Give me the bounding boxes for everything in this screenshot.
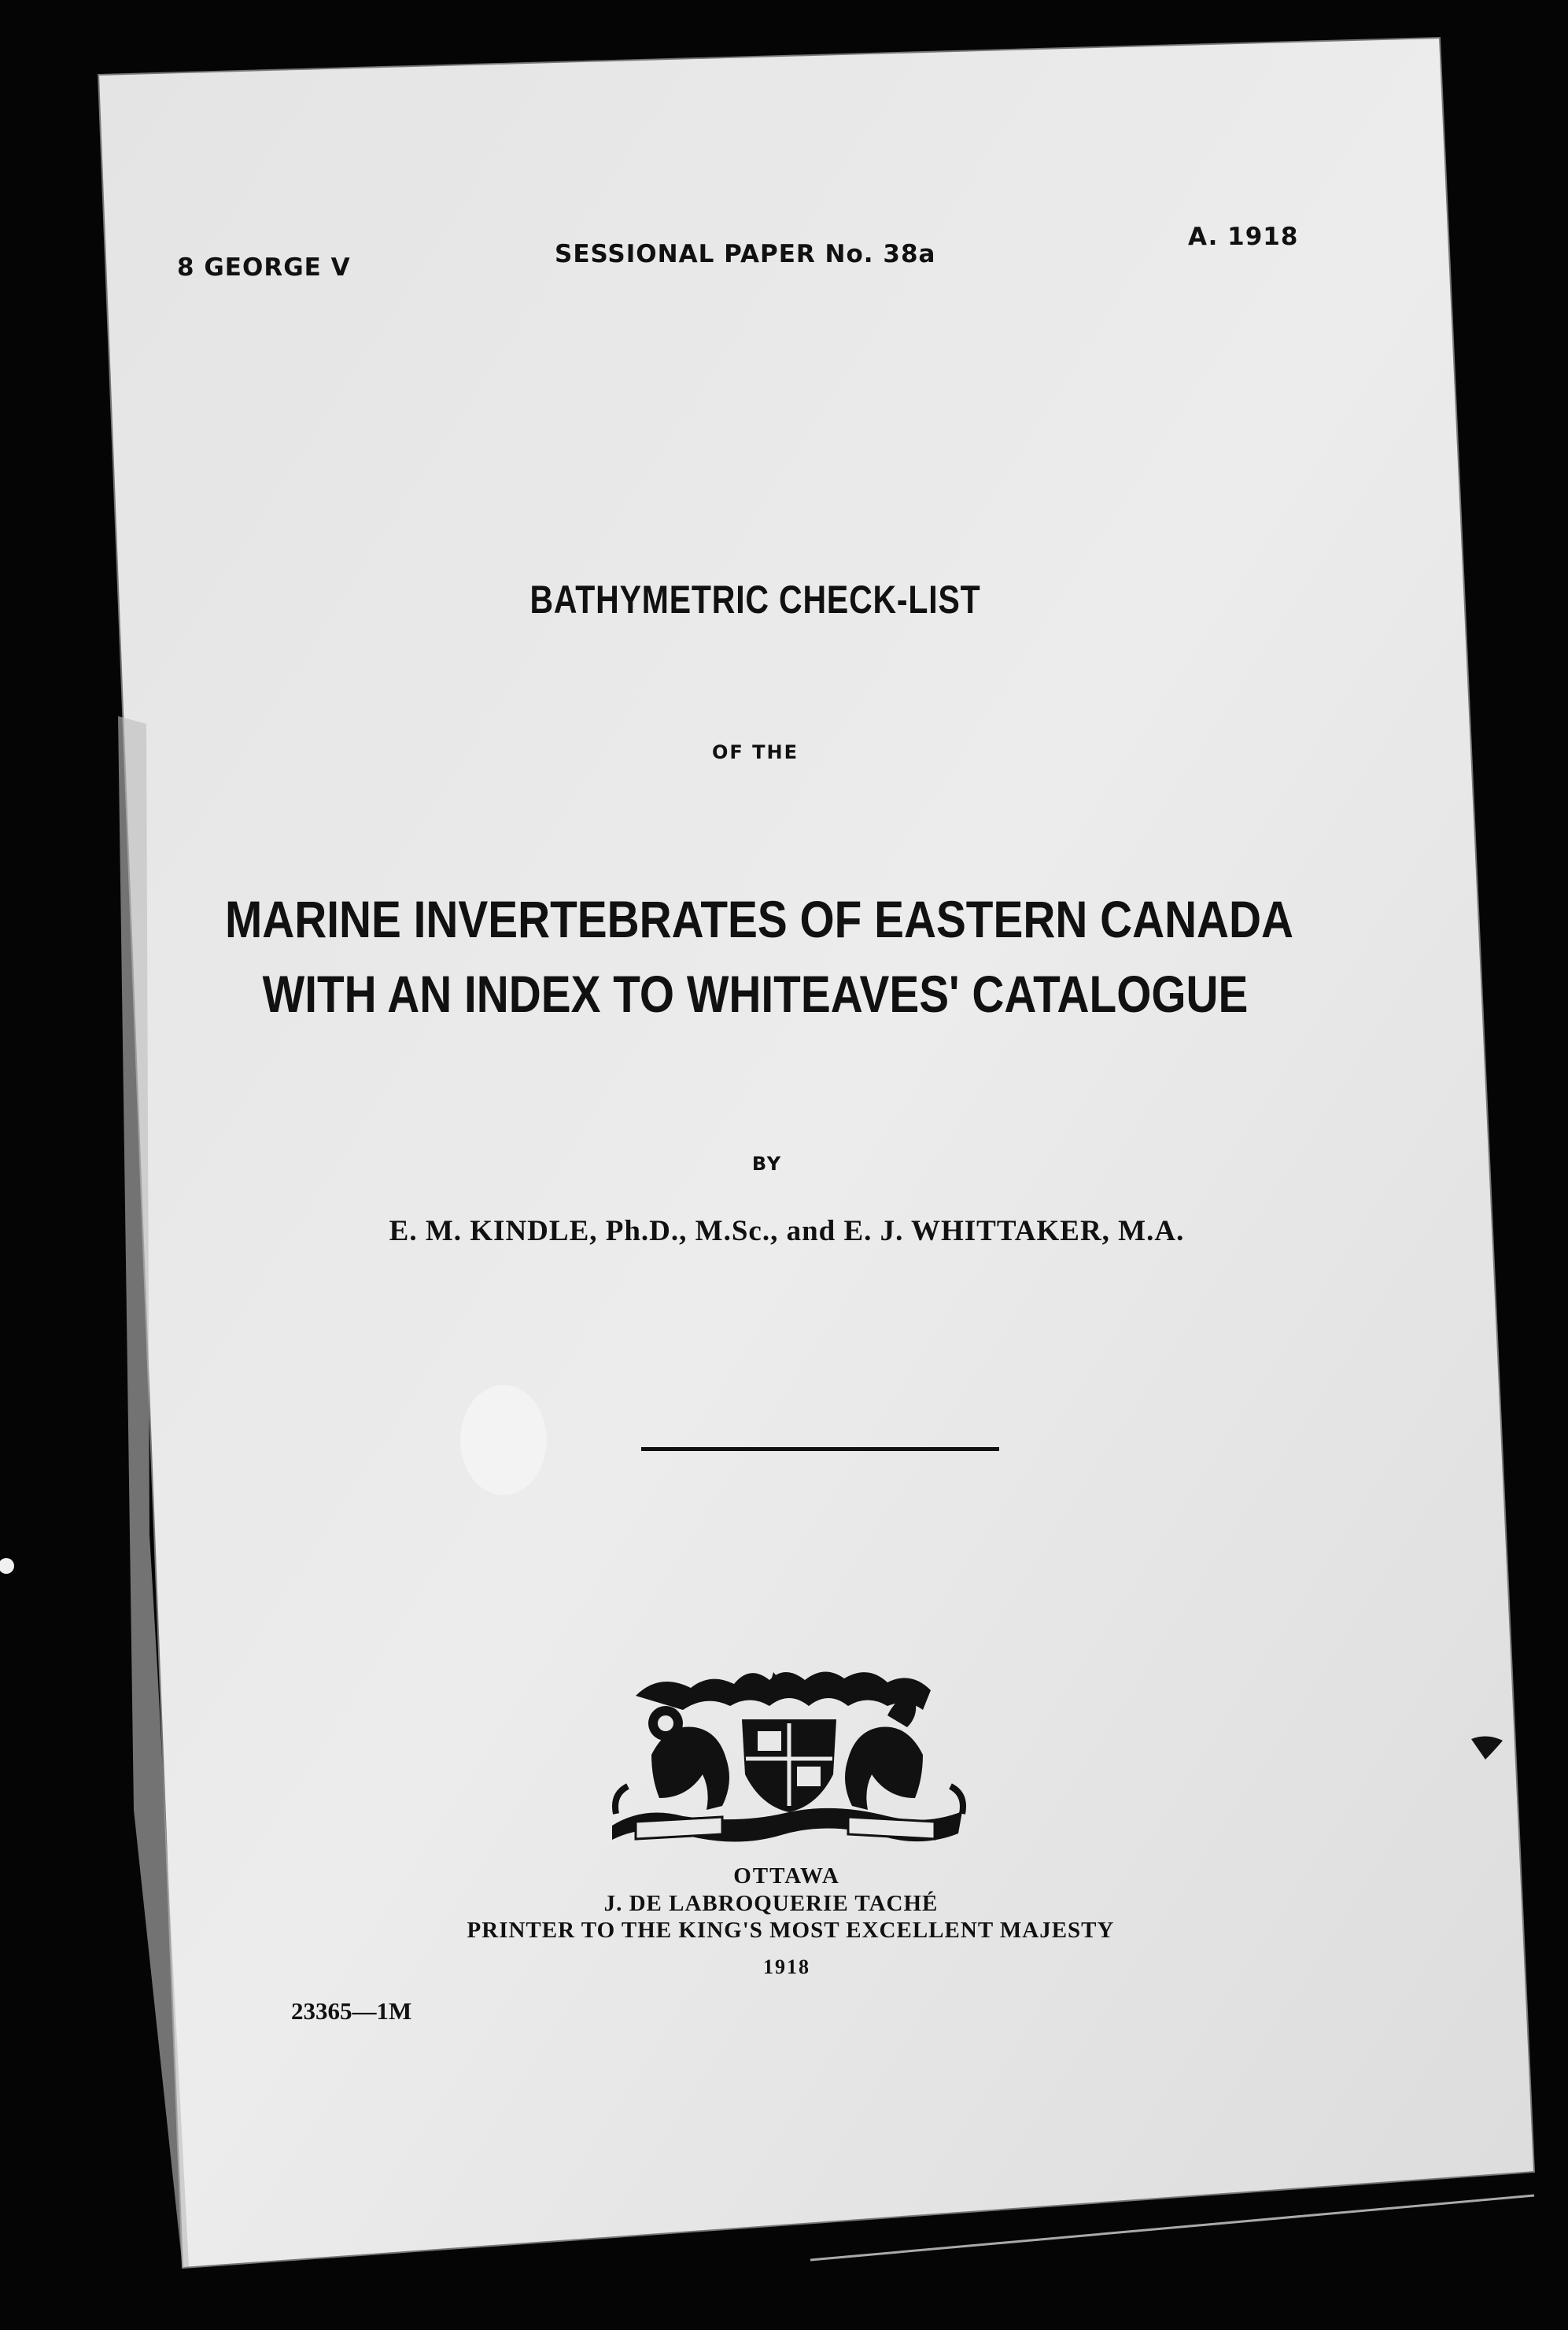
main-title-line-2: WITH AN INDEX TO WHITEAVES' CATALOGUE	[262, 965, 1249, 1023]
imprint-printer: J. DE LABROQUERIE TACHÉ	[603, 1891, 939, 1916]
imprint-city: OTTAWA	[733, 1863, 840, 1889]
main-title-line-1: MARINE INVERTEBRATES OF EASTERN CANADA	[224, 890, 1294, 948]
divider-rule	[641, 1447, 999, 1451]
header-sessional-paper: SESSIONAL PAPER No. 38a	[555, 240, 936, 268]
royal-coat-of-arms-icon	[604, 1668, 970, 1857]
header-regnal-year: 8 GEORGE V	[177, 253, 351, 282]
imprint-printer-title: PRINTER TO THE KING'S MOST EXCELLENT MAJESTY	[467, 1918, 1115, 1943]
imprint-year: 1918	[763, 1955, 810, 1978]
title-of-the: OF THE	[711, 741, 799, 763]
title-checklist: BATHYMETRIC CHECK-LIST	[529, 578, 981, 622]
byline-by: BY	[751, 1153, 783, 1175]
header-year: A. 1918	[1188, 223, 1299, 251]
serial-number: 23365—1M	[291, 1997, 412, 2025]
byline-authors: E. M. KINDLE, Ph.D., M.Sc., and E. J. WHITTAKER, M.A.	[389, 1215, 1185, 1247]
